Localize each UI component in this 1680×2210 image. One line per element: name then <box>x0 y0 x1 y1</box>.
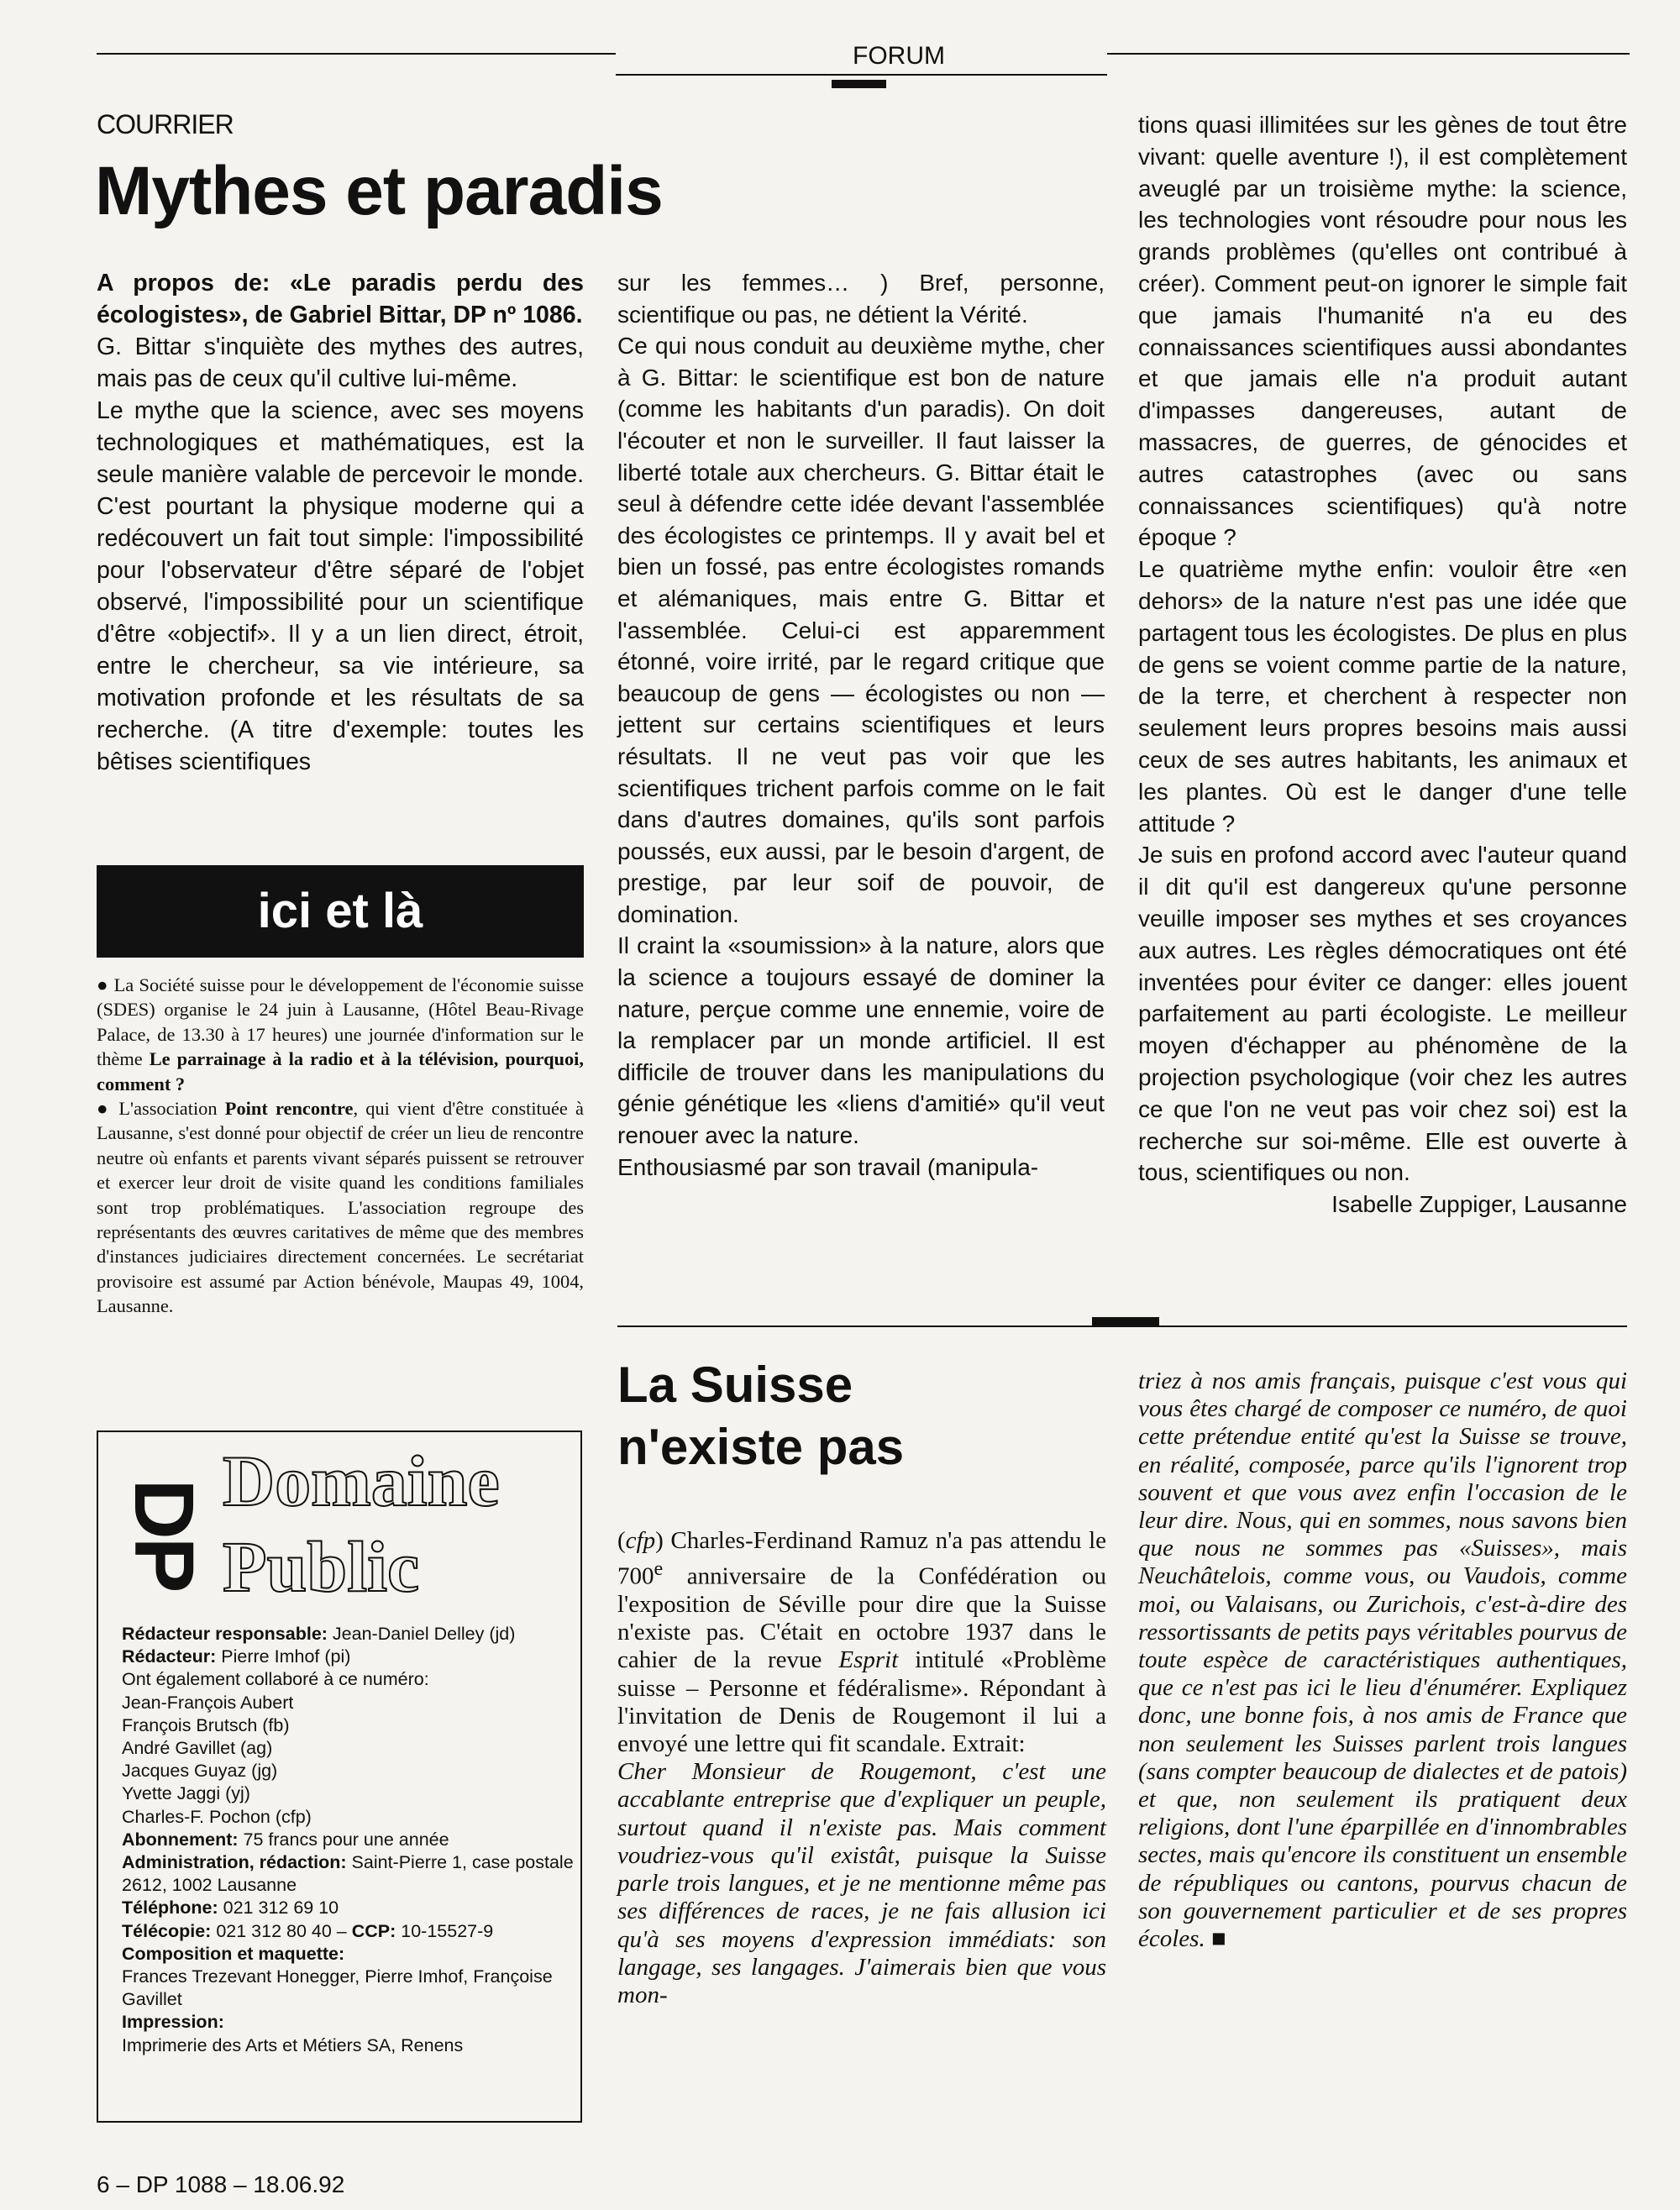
courrier-column-1 <box>97 267 584 778</box>
suisse-column-3 <box>1138 1367 1627 1953</box>
kicker: COURRIER <box>97 109 234 139</box>
paragraph: Je suis en profond accord avec l'auteur quand il dit qu'il est dangereux qu'une personne veuille imposer ses mythes et ses croyances aux autres. Les règles démocratiques ont été inventées pour éviter ce danger: elles jouent parfaitement au parti écologiste. Le meilleur moyen d'échapper au phénomène de la projection psychologique (voir chez les autres ce que l'on ne veut pas voir chez soi) est la recherche sur soi-même. Elle est ouverte à tous, scientifiques ou non. <box>1138 842 1627 1186</box>
page-folio: 6 – DP 1088 – 18.06.92 <box>97 2171 345 2197</box>
paragraph: (cfp) Charles-Ferdinand Ramuz n'a pas attendu le 700e anniversaire de la Confédération ou l'exposition de Séville pour dire que la Suisse n'existe pas. C'était en octobre 1937 dans le cahier de la revue Esprit intitulé «Problème suisse – Personne et fédéralisme». Répondant à l'invitation de Denis de Rougemont il lui a envoyé une lettre qui fit scandale. Extrait: <box>617 1527 1106 1758</box>
paragraph: Il craint la «soumission» à la nature, alors que la science a toujours essayé de dominer la nature, perçue comme une ennemie, voire de la remplacer par un monde artificiel. Il est difficile de trouver dans les manipulations du génie génétique les «liens d'amitié» qu'il veut renouer avec la nature. <box>617 932 1105 1149</box>
paragraph: Ce qui nous conduit au deuxième mythe, cher à G. Bittar: le scientifique est bon de nature (comme les habitants d'un paradis). On doit l'écouter et non le surveiller. Il faut laisser la liberté totale aux chercheurs. G. Bittar était le seul à défendre cette idée devant l'assemblée des écologistes ce printemps. Il y avait bel et bien un fossé, pas entre écologistes romands et alémaniques, mais entre G. Bittar et l'assemblée. Celui-ci est apparemment étonné, voire irrité, par le regard critique que beaucoup de gens — écologistes ou non — jettent sur certains scientifiques et leurs résultats. Il ne veut pas voir que les scientifiques trichent parfois comme on le fait dans d'autres domaines, qu'ils sont parfois poussés, eux aussi, par le besoin d'argent, de prestige, par leur soif de pouvoir, de domination. <box>617 333 1105 927</box>
paragraph: G. Bittar s'inquiète des mythes des autres, mais pas de ceux qu'il cultive lui-même. <box>97 333 584 392</box>
section-label: FORUM <box>853 42 945 70</box>
ici-et-la-notes <box>97 973 584 1319</box>
ici-et-la-banner: ici et là <box>97 865 584 958</box>
letter-excerpt: Cher Monsieur de Rougemont, c'est une accablante entreprise que d'expliquer un peuple, surtout quand il n'existe pas. Mais comment voudriez-vous qu'il existât, puisque la Suisse parle trois langues, et je ne mentionne même pas ses différences de races, je ne fais allusion ici qu'à ses moyens d'expression immédiats: son langage, ses langages. J'aimerais bien que vous mon- <box>617 1758 1106 2008</box>
note-item: ● La Société suisse pour le développement de l'économie suisse (SDES) organise le 24 juin à Lausanne, (Hôtel Beau-Rivage Palace, de 13.30 à 17 heures) une journée d'information sur le thème Le parrainage à la radio et à la télévision, pourquoi, comment ? <box>97 974 584 1095</box>
paragraph: Le mythe que la science, avec ses moyens technologiques et mathématiques, est la seule manière valable de percevoir le monde. C'est pourtant la physique moderne qui a redécouvert un fait tout simple: l'impossibilité pour l'observateur d'être séparé de l'objet observé, l'impossibilité pour un scientifique d'être «objectif». Il y a un lien direct, étroit, entre le chercheur, sa vie intérieure, sa motivation profonde et les résultats de sa recherche. (A titre d'exemple: toutes les bêtises scientifiques <box>97 397 584 775</box>
collaborator: François Brutsch (fb) <box>122 1714 290 1735</box>
domaine-public-logo: Domaine Public <box>223 1441 500 1607</box>
letter-excerpt: triez à nos amis français, puisque c'est vous qui vous êtes chargé de composer ce numéro, de quoi cette prétendue entité qu'est la Suisse se trouve, en réalité, composée, parce qu'ils l'ignorent trop souvent et que vous avez enfin l'occasion de le leur dire. Nous, qui en sommes, nous savons bien que nous ne sommes pas «Suisses», mais Neuchâtelois, comme vous, ou Vaudois, comme moi, ou Valaisans, ou Zurichois, c'est-à-dire des ressortissants de petits pays véritables pourvus de toute espèce de caractéristiques authentiques, que ce n'est pas ici le lieu d'énumérer. Expliquez donc, une bonne fois, à nos amis de France que non seulement les Suisses parlent trois langues (sans compter beaucoup de dialectes et de patois) et que, non seulement ils pratiquent deux religions, dont l'une éparpillée en d'innombrables sectes, mais qu'encore ils constituent un ensemble de républiques ou cantons, pourvus chacun de son gouvernement particulier et de ses propres écoles. ■ <box>1138 1367 1627 1953</box>
paragraph: Enthousiasmé par son travail (manipula- <box>617 1153 1039 1180</box>
collaborator: André Gavillet (ag) <box>122 1738 273 1759</box>
paragraph: sur les femmes… ) Bref, personne, scientifique ou pas, ne détient la Vérité. <box>617 270 1105 328</box>
signature: Isabelle Zuppiger, Lausanne <box>1331 1191 1627 1218</box>
separator-tick <box>1092 1317 1159 1325</box>
article-title: Mythes et paradis <box>95 153 663 229</box>
paragraph: tions quasi illimitées sur les gènes de tout être vivant: quelle aventure !), il est complètement aveuglé par un troisième mythe: la science, les technologies vont résoudre pour nous les grands problèmes (qu'elles ont contribué à créer). Comment peut-on ignorer le simple fait que jamais l'humanité n'a eu des connaissances scientifiques aussi abondantes et que jamais elle n'a produit autant d'impasses dangereuses, autant de massacres, de guerres, de génocides et autres catastrophes (avec ou sans connaissances scientifiques) qu'à notre époque ? <box>1138 112 1627 551</box>
paragraph: Le quatrième mythe enfin: vouloir être «en dehors» de la nature n'est pas une idée que partagent tous les écologistes. De plus en plus de gens se voient comme partie de la nature, de la terre, et cherchent à respecter non seulement leurs propres besoins mais aussi ceux de ses autres habitants, les animaux et les plantes. Où est le danger d'une telle attitude ? <box>1138 556 1627 837</box>
collaborator: Jean-François Aubert <box>122 1692 294 1713</box>
suisse-title: La Suisse n'existe pas <box>617 1357 905 1475</box>
header-tick <box>832 80 886 88</box>
courrier-column-2 <box>617 267 1105 1183</box>
header-rule-under <box>616 74 1107 76</box>
header-rule-left <box>97 53 616 55</box>
bullet-icon: ● <box>97 1098 119 1120</box>
collaborator: Charles-F. Pochon (cfp) <box>122 1806 312 1827</box>
note-item: ● L'association Point rencontre, qui vient d'être constituée à Lausanne, s'est donné pour objectif de créer un lieu de rencontre neutre où enfants et parents vivant séparés puissent se retrouver et exercer leur droit de visite quand les conditions familiales sont trop problématiques. L'association regroupe des représentants des œuvres caritatives de même que des membres d'instances judiciaires directement concernées. Le secrétariat provisoire est assumé par Action bénévole, Maupas 49, 1004, Lausanne. <box>97 1098 584 1317</box>
bullet-icon: ● <box>97 974 114 995</box>
end-mark-icon: ■ <box>1210 1925 1226 1953</box>
masthead-credits: Rédacteur responsable: Jean-Daniel Delley (jd) Rédacteur: Pierre Imhof (pi) Ont également collaboré à ce numéro: Jean-François Aubert François Brutsch (fb) André Gavillet (ag) Jacques Guyaz (jg) Yvette Jaggi (yj) Charles-F. Pochon (cfp) Abonnement: 75 francs pour une année Administration, rédaction: Saint-Pierre 1, case postale 2612, 1002 Lausanne Téléphone: 021 312 69 10 Télécopie: 021 312 80 40 – CCP: 10-15527-9 Composition et maquette: Frances Trezevant Honegger, Pierre Imhof, Françoise Gavillet Impression: Imprimerie des Arts et Métiers SA, Renens <box>122 1623 575 2057</box>
header-rule-right <box>1107 53 1630 55</box>
collaborator: Yvette Jaggi (yj) <box>122 1783 250 1804</box>
collaborator: Jacques Guyaz (jg) <box>122 1761 278 1782</box>
suisse-column-2 <box>617 1527 1106 2009</box>
dp-logo-letters: DP <box>117 1478 211 1591</box>
article-intro: A propos de: «Le paradis perdu des écologistes», de Gabriel Bittar, DP nº 1086. <box>97 270 584 328</box>
courrier-column-3 <box>1138 109 1627 1220</box>
article-separator <box>617 1325 1627 1327</box>
